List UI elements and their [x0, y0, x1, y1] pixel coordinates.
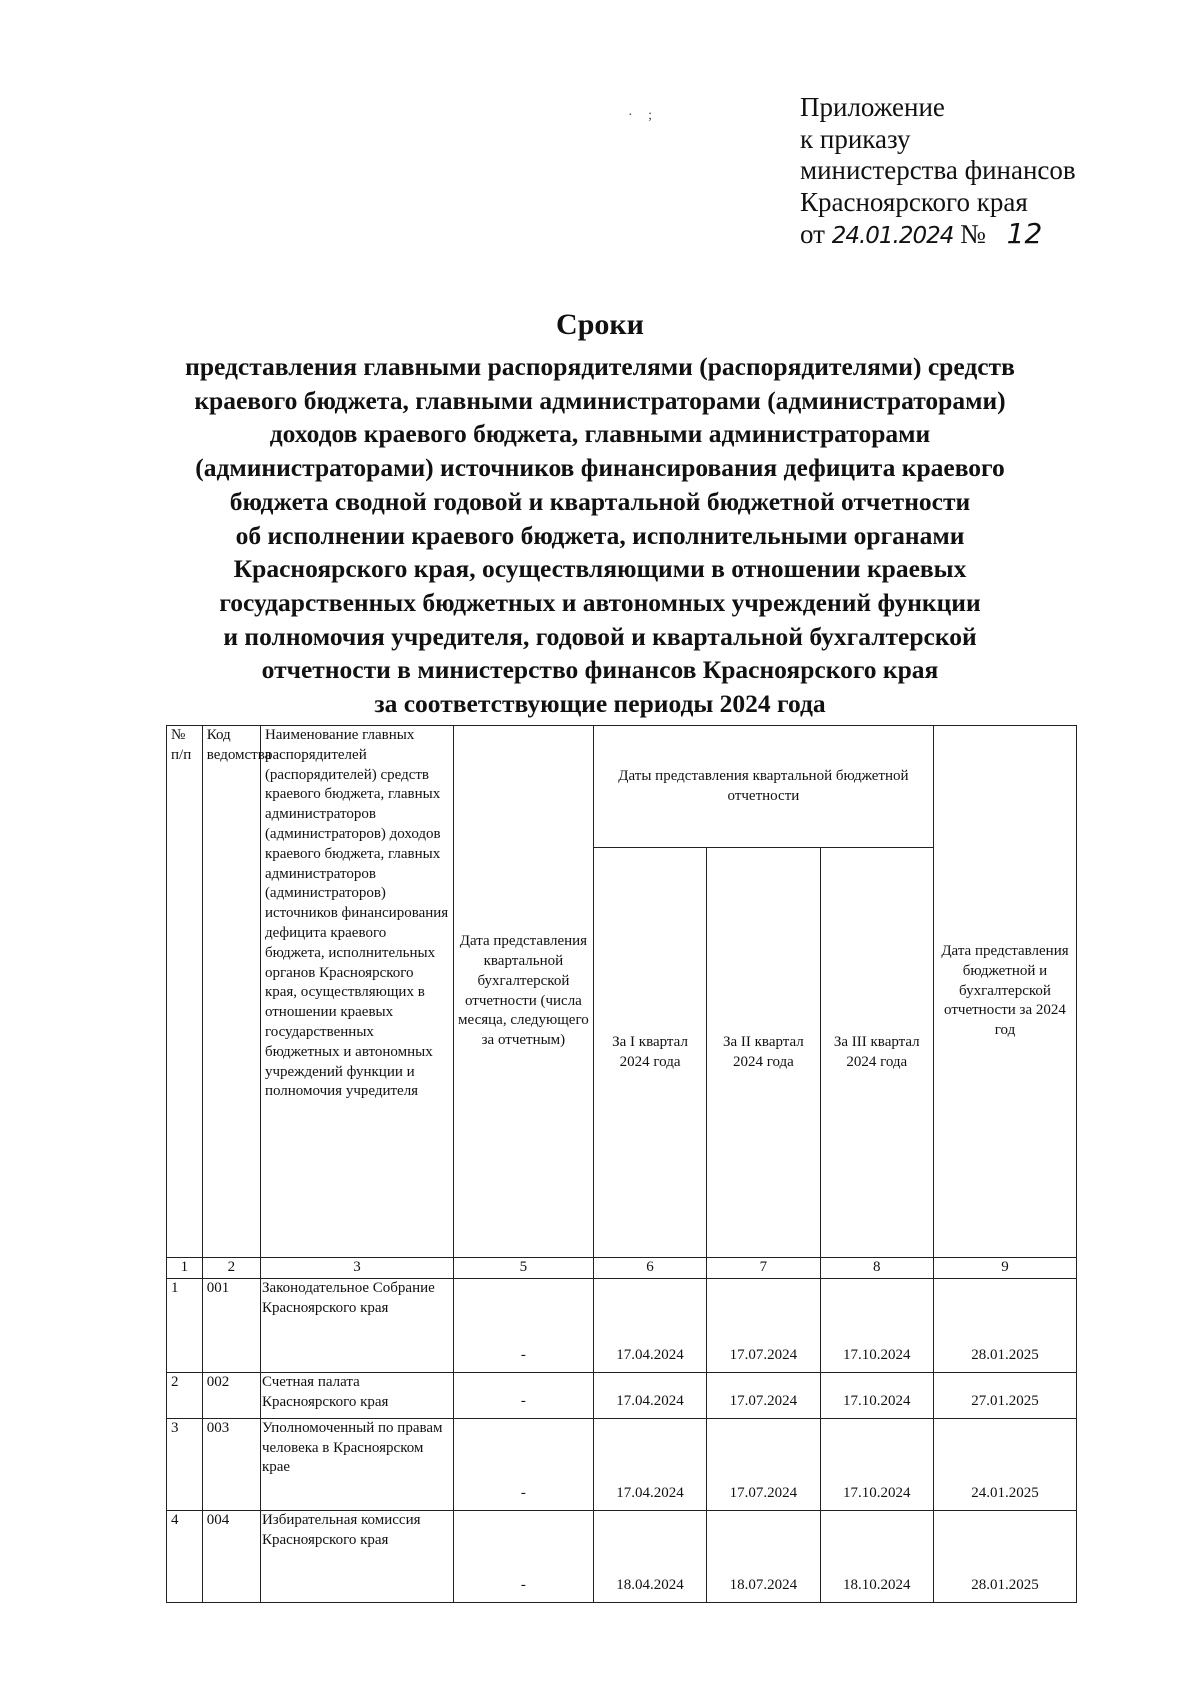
row-q3: 18.10.2024 [820, 1510, 933, 1602]
row-q2: 17.07.2024 [707, 1418, 820, 1510]
row-q1: 17.04.2024 [593, 1418, 706, 1510]
row-code: 003 [202, 1418, 260, 1510]
row-q2: 18.07.2024 [707, 1510, 820, 1602]
subtitle-line: Красноярского края, осуществляющими в отношении краевых [233, 554, 967, 584]
header-num: № п/п [167, 726, 203, 1258]
header-q1: За I квартал 2024 года [593, 848, 706, 1258]
row-accounting: - [453, 1278, 593, 1372]
row-q2: 17.07.2024 [707, 1372, 820, 1418]
document-title: Сроки [556, 308, 644, 341]
subtitle-line: доходов краевого бюджета, главными администраторами [269, 419, 931, 449]
table-row [167, 1278, 1077, 1372]
row-accounting: - [453, 1510, 593, 1602]
appendix-line: Приложение [800, 92, 945, 122]
column-number: 5 [453, 1258, 593, 1279]
order-date-line [800, 218, 1076, 253]
column-number: 9 [933, 1258, 1076, 1279]
header-q3: За III квартал 2024 года [820, 848, 933, 1258]
row-annual: 27.01.2025 [933, 1372, 1076, 1418]
document-subtitle [150, 350, 1050, 721]
number-prefix: № [960, 219, 986, 249]
header-quarterly-group: Даты представления квартальной бюджетной отчетности [593, 726, 933, 848]
subtitle-line: краевого бюджета, главными администраторами (администраторами) [194, 385, 1006, 415]
row-q3: 17.10.2024 [820, 1278, 933, 1372]
scan-marks: · ; [628, 108, 659, 123]
row-num: 3 [167, 1418, 203, 1510]
row-q3: 17.10.2024 [820, 1372, 933, 1418]
header-name: Наименование главных распорядителей (распорядителей) средств краевого бюджета, главных администраторов (администраторов) доходов краевого бюджета, главных администраторов (администраторов) источников финансирования дефицита краевого бюджета, исполнительных органов Красноярского края, осуществляющих в отношении краевых государственных бюджетных и автономных учреждений функции и полномочия учредителя [260, 726, 453, 1258]
subtitle-line: бюджета сводной годовой и квартальной бюджетной отчетности [229, 486, 971, 516]
header-annual-date: Дата представления бюджетной и бухгалтерской отчетности за 2024 год [933, 726, 1076, 1258]
row-name: Законодательное Собрание Красноярского края [260, 1278, 453, 1372]
row-num: 2 [167, 1372, 203, 1418]
appendix-line: министерства финансов [800, 155, 1076, 185]
column-number-row [167, 1258, 1077, 1279]
column-number: 7 [707, 1258, 820, 1279]
row-num: 1 [167, 1278, 203, 1372]
row-q1: 17.04.2024 [593, 1372, 706, 1418]
row-name: Уполномоченный по правам человека в Красноярском крае [260, 1418, 453, 1510]
column-number: 6 [593, 1258, 706, 1279]
row-accounting: - [453, 1418, 593, 1510]
row-q1: 18.04.2024 [593, 1510, 706, 1602]
row-num: 4 [167, 1510, 203, 1602]
deadlines-table [166, 725, 1077, 1603]
row-code: 004 [202, 1510, 260, 1602]
column-number: 2 [202, 1258, 260, 1279]
row-name: Счетная палата Красноярского края [260, 1372, 453, 1418]
appendix-line: к приказу [800, 123, 911, 154]
row-annual: 28.01.2025 [933, 1510, 1076, 1602]
subtitle-line: об исполнении краевого бюджета, исполнительными органами [235, 520, 965, 550]
handwritten-date: 24.01.2024 [831, 223, 954, 249]
subtitle-line: отчетности в министерство финансов Красноярского края [261, 655, 939, 685]
subtitle-line: и полномочия учредителя, годовой и квартальной бухгалтерской [223, 621, 977, 651]
row-annual: 24.01.2025 [933, 1418, 1076, 1510]
row-annual: 28.01.2025 [933, 1278, 1076, 1372]
subtitle-line: представления главными распорядителями (распорядителями) средств [185, 352, 1015, 381]
column-number: 3 [260, 1258, 453, 1279]
row-q1: 17.04.2024 [593, 1278, 706, 1372]
handwritten-number: 12 [1006, 217, 1043, 250]
row-accounting: - [453, 1372, 593, 1418]
date-prefix: от [800, 219, 825, 249]
row-code: 001 [202, 1278, 260, 1372]
subtitle-line: (администраторами) источников финансирования дефицита краевого [195, 453, 1005, 483]
subtitle-line: за соответствующие периоды 2024 года [374, 689, 826, 719]
row-name: Избирательная комиссия Красноярского края [260, 1510, 453, 1602]
appendix-block [800, 92, 1076, 253]
appendix-line: Красноярского края [800, 186, 1028, 217]
row-code: 002 [202, 1372, 260, 1418]
table-row [167, 1372, 1077, 1418]
header-q2: За II квартал 2024 года [707, 848, 820, 1258]
table-row [167, 1510, 1077, 1602]
row-q3: 17.10.2024 [820, 1418, 933, 1510]
header-code: Код ведомства [202, 726, 260, 1258]
table-row [167, 1418, 1077, 1510]
header-accounting-date: Дата представления квартальной бухгалтерской отчетности (числа месяца, следующего за отчетным) [453, 726, 593, 1258]
subtitle-line: государственных бюджетных и автономных учреждений функции [219, 587, 981, 617]
column-number: 8 [820, 1258, 933, 1279]
column-number: 1 [167, 1258, 203, 1279]
row-q2: 17.07.2024 [707, 1278, 820, 1372]
